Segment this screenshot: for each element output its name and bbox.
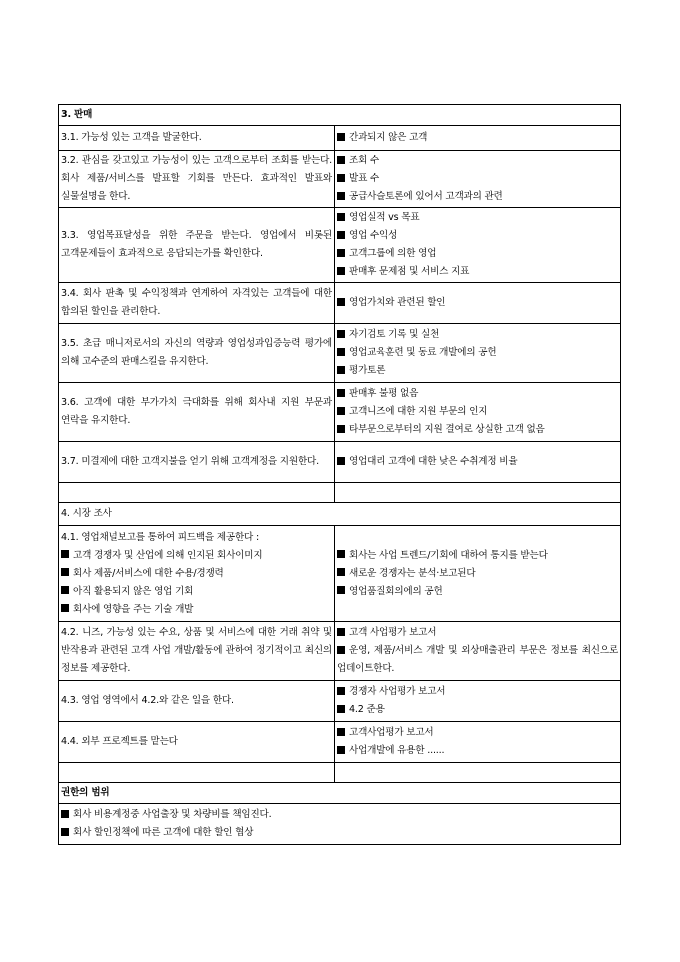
indicator-cell <box>335 208 621 283</box>
empty-row <box>59 483 621 503</box>
table-row <box>59 151 621 208</box>
square-bullet-icon <box>337 407 345 415</box>
table-row <box>59 126 621 151</box>
table-row <box>59 622 621 681</box>
section-title: 4. 시장 조사 <box>59 503 621 526</box>
square-bullet-icon <box>61 810 69 818</box>
square-bullet-icon <box>61 586 69 594</box>
square-bullet-icon <box>337 133 345 141</box>
indicator-item: 간과되지 않은 고객 <box>337 129 618 147</box>
indicator-item: 판매후 불평 없음 <box>337 385 618 403</box>
table-row <box>59 283 621 324</box>
indicator-item: 조회 수 <box>337 152 618 170</box>
indicator-item: 새로운 경쟁자는 분석·보고된다 <box>337 565 618 583</box>
empty-cell <box>335 763 621 783</box>
responsibility-table <box>58 104 621 845</box>
section-title: 권한의 범위 <box>59 783 621 804</box>
square-bullet-icon <box>337 568 345 576</box>
indicator-cell <box>335 283 621 324</box>
square-bullet-icon <box>337 267 345 275</box>
empty-row <box>59 763 621 783</box>
indicator-item: 사업개발에 유용한 ...... <box>337 742 618 760</box>
indicator-item: 4.2 준용 <box>337 701 618 719</box>
indicator-cell <box>335 126 621 151</box>
square-bullet-icon <box>337 192 345 200</box>
square-bullet-icon <box>337 366 345 374</box>
indicator-item: 경쟁자 사업평가 보고서 <box>337 683 618 701</box>
task-cell: 3.3. 영업목표달성을 위한 주문을 받는다. 영업에서 비롯된 고객문제들이 효과적으로 응답되는가를 확인한다. <box>59 208 335 283</box>
square-bullet-icon <box>337 298 345 306</box>
square-bullet-icon <box>337 728 345 736</box>
square-bullet-icon <box>61 828 69 836</box>
table-row <box>59 526 621 622</box>
indicator-cell <box>335 151 621 208</box>
square-bullet-icon <box>337 330 345 338</box>
task-cell: 3.1. 가능성 있는 고객을 발굴한다. <box>59 126 335 151</box>
task-cell: 3.7. 미결제에 대한 고객지불을 얻기 위해 고객계정을 지원한다. <box>59 442 335 483</box>
indicator-item: 고객그룹에 의한 영업 <box>337 245 618 263</box>
square-bullet-icon <box>61 568 69 576</box>
task-cell: 3.2. 관심을 갖고있고 가능성이 있는 고객으로부터 조회를 받는다. 회사 제품/서비스를 발표할 기회를 만든다. 효과적인 발표와 실물설명을 한다. <box>59 151 335 208</box>
indicator-item: 영업가치와 관련된 할인 <box>337 294 618 312</box>
task-intro: 4.1. 영업채널보고를 통하여 피드백을 제공한다 : <box>61 531 260 543</box>
empty-cell <box>59 763 335 783</box>
task-subitem: 회사에 영향을 주는 기술 개발 <box>61 601 332 619</box>
square-bullet-icon <box>337 628 345 636</box>
task-cell: 4.2. 니즈, 가능성 있는 수요, 상품 및 서비스에 대한 거래 취약 및 반작용과 관련된 고객 사업 개발/활동에 관하여 정기적이고 최신의 정보를 제공한다. <box>59 622 335 681</box>
empty-cell <box>59 483 335 503</box>
section-title: 3. 판매 <box>59 105 621 126</box>
square-bullet-icon <box>337 213 345 221</box>
indicator-cell <box>335 442 621 483</box>
indicator-item: 영업실적 vs 목표 <box>337 209 618 227</box>
table-row <box>59 722 621 763</box>
section-header-authority <box>59 783 621 804</box>
indicator-cell <box>335 681 621 722</box>
square-bullet-icon <box>337 348 345 356</box>
indicator-cell <box>335 622 621 681</box>
indicator-cell <box>335 383 621 442</box>
task-cell: 3.4. 회사 판촉 및 수익정책과 연계하여 자격있는 고객들에 대한 합의된 할인을 관리한다. <box>59 283 335 324</box>
square-bullet-icon <box>337 389 345 397</box>
task-cell: 4.3. 영업 영역에서 4.2.와 같은 일을 한다. <box>59 681 335 722</box>
square-bullet-icon <box>337 705 345 713</box>
indicator-item: 고객 사업평가 보고서 <box>337 624 618 642</box>
indicator-item: 발표 수 <box>337 170 618 188</box>
indicator-item: 영업교육훈련 및 동료 개발에의 공헌 <box>337 344 618 362</box>
task-cell <box>59 526 335 622</box>
indicator-cell <box>335 722 621 763</box>
indicator-item: 자기검토 기록 및 실천 <box>337 326 618 344</box>
table-row <box>59 208 621 283</box>
task-subitem: 회사 제품/서비스에 대한 수용/경쟁력 <box>61 565 332 583</box>
task-cell: 4.4. 외부 프로젝트를 맡는다 <box>59 722 335 763</box>
table-row <box>59 383 621 442</box>
table-row <box>59 442 621 483</box>
square-bullet-icon <box>337 687 345 695</box>
section-header-sales <box>59 105 621 126</box>
indicator-item: 타부문으로부터의 지원 결여로 상실한 고객 없음 <box>337 421 618 439</box>
task-subitem: 고객 경쟁자 및 산업에 의해 인지된 회사이미지 <box>61 547 332 565</box>
task-cell: 3.6. 고객에 대한 부가가치 극대화를 위해 회사내 지원 부문과 연락을 유지한다. <box>59 383 335 442</box>
square-bullet-icon <box>337 550 345 558</box>
indicator-item: 회사는 사업 트렌드/기회에 대하여 통지를 받는다 <box>337 547 618 565</box>
authority-item: 회사 비용계정중 사업출장 및 차량비를 책임진다. <box>61 806 618 824</box>
square-bullet-icon <box>337 425 345 433</box>
square-bullet-icon <box>337 249 345 257</box>
table-row <box>59 681 621 722</box>
indicator-cell <box>335 526 621 622</box>
square-bullet-icon <box>61 604 69 612</box>
indicator-item: 영업품질회의에의 공헌 <box>337 583 618 601</box>
square-bullet-icon <box>337 746 345 754</box>
table-row <box>59 804 621 845</box>
indicator-item: 판매후 문제점 및 서비스 지표 <box>337 263 618 281</box>
square-bullet-icon <box>337 646 345 654</box>
authority-cell <box>59 804 621 845</box>
empty-cell <box>335 483 621 503</box>
section-header-market <box>59 503 621 526</box>
indicator-item: 고객니즈에 대한 지원 부문의 인지 <box>337 403 618 421</box>
indicator-item: 고객사업평가 보고서 <box>337 724 618 742</box>
indicator-item: 운영, 제품/서비스 개발 및 외상매출관리 부문은 정보를 최신으로 업데이트한다. <box>337 645 619 674</box>
task-subitem: 아직 활용되지 않은 영업 기회 <box>61 583 332 601</box>
square-bullet-icon <box>337 457 345 465</box>
authority-item: 회사 할인정책에 따른 고객에 대한 할인 협상 <box>61 824 618 842</box>
square-bullet-icon <box>337 156 345 164</box>
indicator-item: 공급사슬토론에 있어서 고객과의 관련 <box>337 188 618 206</box>
task-cell: 3.5. 초급 매니저로서의 자신의 역량과 영업성과입증능력 평가에 의해 고수준의 판매스킬을 유지한다. <box>59 324 335 383</box>
indicator-item: 영업대리 고객에 대한 낮은 수취계정 비율 <box>337 453 618 471</box>
square-bullet-icon <box>61 550 69 558</box>
table-row <box>59 324 621 383</box>
indicator-item: 영업 수익성 <box>337 227 618 245</box>
indicator-item: 평가토론 <box>337 362 618 380</box>
square-bullet-icon <box>337 174 345 182</box>
square-bullet-icon <box>337 231 345 239</box>
indicator-cell <box>335 324 621 383</box>
square-bullet-icon <box>337 586 345 594</box>
